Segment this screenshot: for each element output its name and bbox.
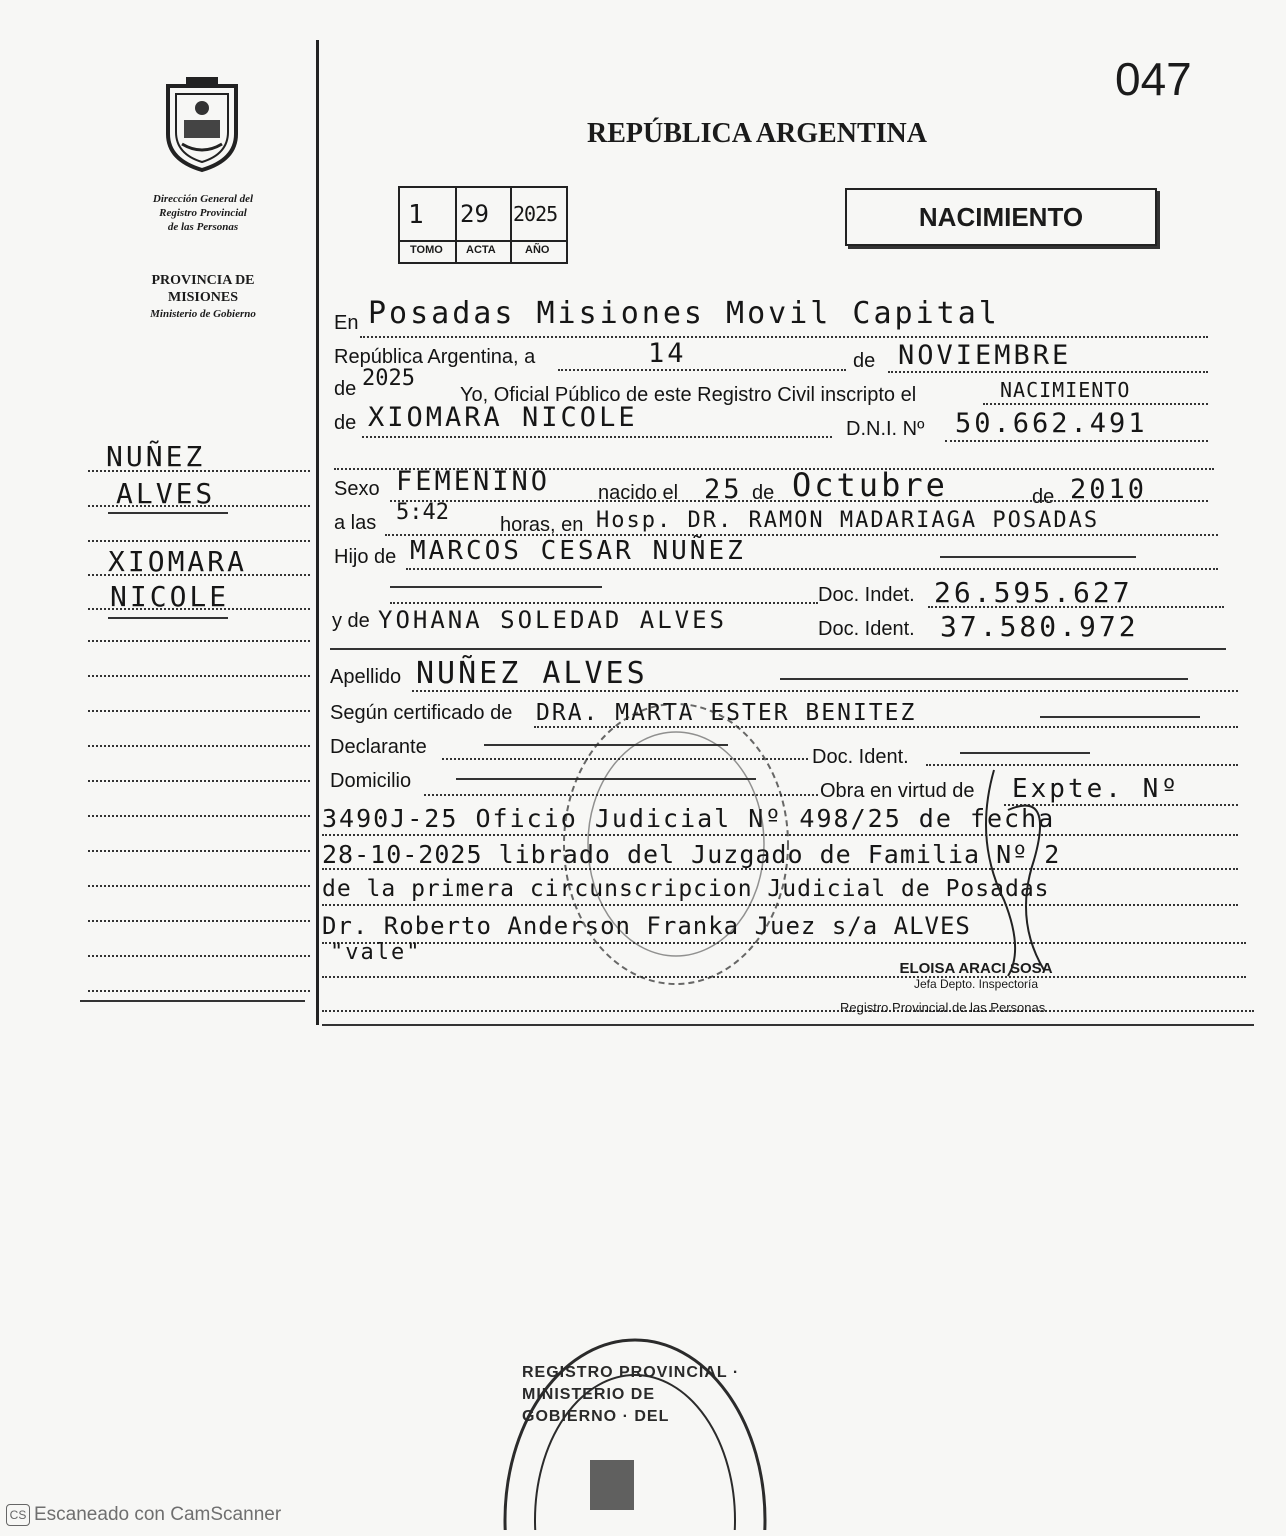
label-sexo: Sexo xyxy=(334,478,380,500)
margin-line xyxy=(88,780,310,782)
margin-line xyxy=(88,815,310,817)
page-number: 047 xyxy=(1115,53,1192,105)
acta-label: ACTA xyxy=(466,244,496,256)
signatory-name: ELOISA ARACI SOSA xyxy=(899,960,1053,977)
margin-surname-1: NUÑEZ xyxy=(106,440,206,473)
label-declarante: Declarante xyxy=(330,736,427,758)
label-domicilio: Domicilio xyxy=(330,770,412,792)
margin-line xyxy=(88,885,310,887)
label-doc-ident-2: Doc. Ident. xyxy=(812,746,909,768)
ano-label: AÑO xyxy=(525,244,550,256)
margin-line xyxy=(88,710,310,712)
margin-line xyxy=(88,675,310,677)
margin-line xyxy=(88,640,310,642)
doc-type: NACIMIENTO xyxy=(918,202,1084,232)
surname-value: NUÑEZ ALVES xyxy=(416,656,648,691)
dni-value: 50.662.491 xyxy=(955,408,1148,439)
signature-icon xyxy=(964,750,1084,980)
registry-stamp-icon xyxy=(500,1330,770,1530)
birth-place-value: Hosp. DR. RAMON MADARIAGA POSADAS xyxy=(596,508,1100,533)
margin-line xyxy=(88,920,310,922)
margin-line xyxy=(80,1000,305,1002)
birth-day-value: 25 xyxy=(704,474,743,505)
birth-year-value: 2010 xyxy=(1070,474,1148,505)
ano-value: 2025 xyxy=(513,202,558,226)
margin-line xyxy=(88,955,310,957)
father-value: MARCOS CESAR NUÑEZ xyxy=(410,536,746,566)
camscanner-mark: Escaneado con CamScanner xyxy=(34,1504,282,1525)
label-de: de xyxy=(853,350,876,372)
year-value: 2025 xyxy=(362,366,415,391)
acta-value: 29 xyxy=(460,200,489,228)
doc-type-box xyxy=(845,188,1157,246)
notes-line: Dr. Roberto Anderson Franka Juez s/a ALVES xyxy=(322,912,971,940)
day-value: 14 xyxy=(648,338,687,369)
place-value: Posadas Misiones Movil Capital xyxy=(368,296,1000,331)
sex-value: FEMENINO xyxy=(396,466,551,497)
margin-separator xyxy=(316,40,319,1025)
label-yo: Yo, Oficial Público de este Registro Civil inscripto el xyxy=(460,384,917,406)
label-en: En xyxy=(334,312,359,334)
org-line: Dirección General del xyxy=(152,193,254,205)
obra-value: Expte. Nº xyxy=(1012,774,1180,804)
org-line: Registro Provincial xyxy=(159,207,247,219)
name-value: XIOMARA NICOLE xyxy=(368,402,638,433)
label-republica: República Argentina, a xyxy=(334,346,536,368)
label-hijo: Hijo de xyxy=(334,546,397,568)
stamp-text: REGISTRO PROVINCIAL · MINISTERIO DE GOBIERNO · DEL xyxy=(522,1364,740,1425)
signatory-title: Jefa Depto. Inspectoría xyxy=(913,977,1039,991)
certifier-value: DRA. MARTA ESTER BENITEZ xyxy=(536,700,917,726)
month-value: NOVIEMBRE xyxy=(898,340,1072,371)
margin-given-1: XIOMARA xyxy=(108,545,248,578)
margin-line xyxy=(88,990,310,992)
label-doc-indet: Doc. Indet. xyxy=(818,584,915,606)
province-line: MISIONES xyxy=(167,290,239,305)
label-segun: Según certificado de xyxy=(330,702,513,724)
ministry-line: Ministerio de Gobierno xyxy=(150,308,256,320)
seal-stamp-icon xyxy=(556,694,796,994)
label-doc-ident: Doc. Ident. xyxy=(818,618,915,640)
label-horas: horas, en xyxy=(500,514,584,536)
label-yde: y de xyxy=(332,610,370,632)
label-nacido: nacido el xyxy=(598,482,679,504)
birth-month-value: Octubre xyxy=(792,466,948,504)
father-doc-value: 26.595.627 xyxy=(934,576,1133,609)
margin-line xyxy=(88,540,310,542)
hour-value: 5:42 xyxy=(396,500,449,525)
org-line: de las Personas xyxy=(167,221,239,233)
country-title: REPÚBLICA ARGENTINA xyxy=(587,118,927,149)
label-de-byear: de xyxy=(1032,486,1055,508)
margin-line xyxy=(88,745,310,747)
mother-doc-value: 37.580.972 xyxy=(940,610,1139,643)
label-apellido: Apellido xyxy=(330,666,402,688)
tomo-value: 1 xyxy=(408,200,424,230)
signatory-office: Registro Provincial de las Personas xyxy=(840,1000,1046,1015)
label-alas: a las xyxy=(334,512,377,534)
margin-surname-2: ALVES xyxy=(116,477,216,510)
mother-value: YOHANA SOLEDAD ALVES xyxy=(378,606,727,634)
registry-box xyxy=(398,186,568,264)
label-obra: Obra en virtud de xyxy=(820,780,975,802)
notes-line: 3490J-25 Oficio Judicial Nº 498/25 de fecha xyxy=(322,804,1056,833)
margin-given-2: NICOLE xyxy=(110,580,230,613)
label-dni: D.N.I. Nº xyxy=(846,418,925,440)
margin-line xyxy=(88,850,310,852)
notes-line: "vale" xyxy=(330,940,422,965)
inscription-value: NACIMIENTO xyxy=(1000,378,1131,402)
label-de-year: de xyxy=(334,378,357,400)
label-de-name: de xyxy=(334,412,357,434)
province-line: PROVINCIA DE xyxy=(151,273,255,288)
notes-line: 28-10-2025 librado del Juzgado de Familia Nº 2 xyxy=(322,840,1061,869)
coat-of-arms-icon xyxy=(160,74,244,174)
camscanner-badge: CS xyxy=(6,1504,30,1526)
notes-line: de la primera circunscripcion Judicial de Posadas xyxy=(322,876,1050,902)
label-de-bmonth: de xyxy=(752,482,775,504)
tomo-label: TOMO xyxy=(410,244,443,256)
